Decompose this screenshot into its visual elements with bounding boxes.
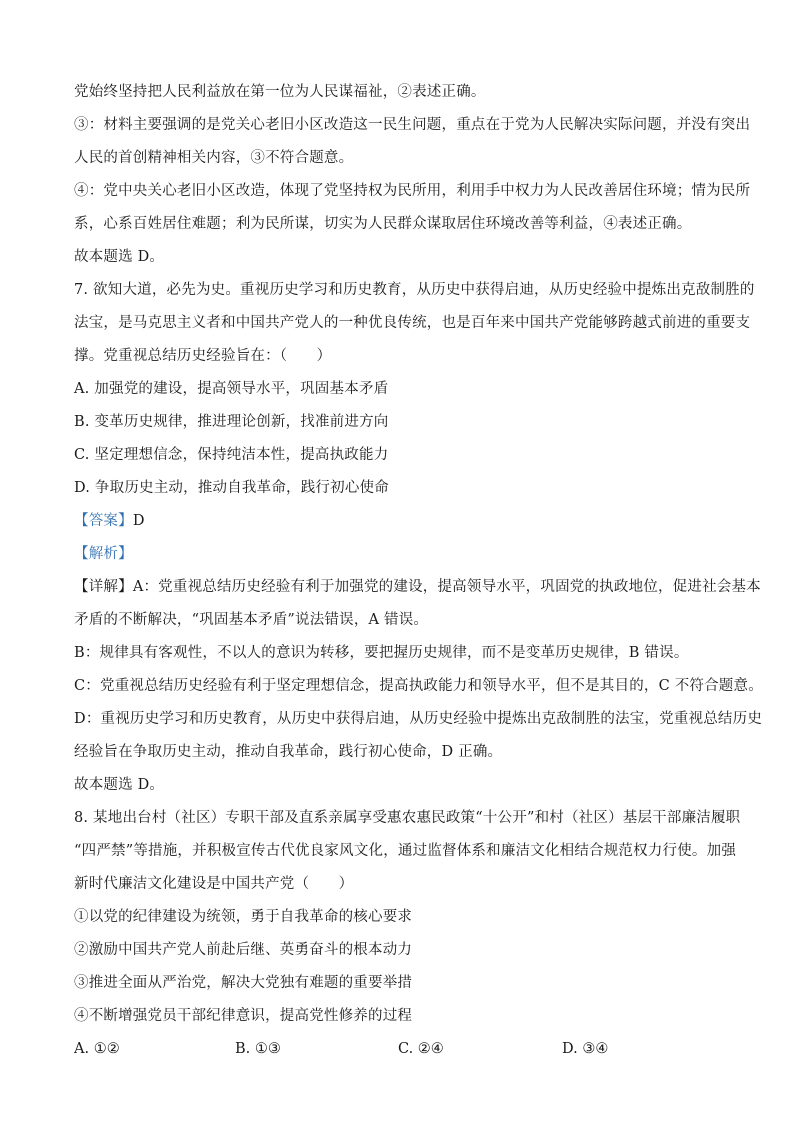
q8-item-4: ④不断增强党员干部纪律意识，提高党性修养的过程 [74,1008,413,1024]
q8-stem-line: 8. 某地出台村（社区）专职干部及直系亲属享受惠农惠民政策“十公开”和村（社区）基层干部廉洁履职 [74,810,741,826]
prev-answer-line: 系，心系百姓居住难题；利为民所谋，切实为人民群众谋取居住环境改善等利益，④表述正确。 [74,216,692,232]
q8-stem-line: “四严禁”等措施，并积极宣传古代优良家风文化，通过监督体系和廉洁文化相结合规范权力行使。加强 [74,843,737,859]
q8-item-3: ③推进全面从严治党，解决大党独有难题的重要举措 [74,975,413,991]
q7-detail-line: B：规律具有客观性，不以人的意识为转移，要把握历史规律，而不是变革历史规律，B 错误。 [74,645,689,661]
q7-answer [74,511,734,531]
prev-answer-line: 党始终坚持把人民利益放在第一位为人民谋福祉，②表述正确。 [74,84,486,100]
q7-option-a: A. 加强党的建设，提高领导水平，巩固基本矛盾 [74,381,389,397]
prev-answer-conclusion: 故本题选 D。 [74,249,165,265]
q7-detail-line: D：重视历史学习和历史教育，从历史中获得启迪，从历史经验中提炼出克敌制胜的法宝，党重视总结历史 [74,711,763,727]
q8-choice-d: D. ③④ [562,1041,609,1057]
q7-stem-line: 7. 欲知大道，必先为史。重视历史学习和历史教育，从历史中获得启迪，从历史经验中提炼出克敌制胜的 [74,282,755,298]
q7-detail-line: 经验旨在争取历史主动，推动自我革命，践行初心使命，D 正确。 [74,744,503,760]
q8-item-1: ①以党的纪律建设为统领，勇于自我革命的核心要求 [74,909,413,925]
q7-detail-line: 矛盾的不断解决，“巩固基本矛盾”说法错误，A 错误。 [74,612,429,628]
q7-stem-line: 法宝，是马克思主义者和中国共产党人的一种优良传统，也是百年来中国共产党能够跨越式前进的重要支 [74,315,751,331]
prev-answer-line: ④：党中央关心老旧小区改造，体现了党坚持权为民所用，利用手中权力为人民改善居住环境；情为民所 [74,183,751,199]
analysis-tag: 【解析】 [74,546,133,562]
answer-tag: 【答案】 [74,513,133,529]
answer-value: D [132,513,145,529]
q7-option-b: B. 变革历史规律，推进理论创新，找准前进方向 [74,414,389,430]
q7-option-c: C. 坚定理想信念，保持纯洁本性，提高执政能力 [74,447,389,463]
q8-choice-c: C. ②④ [398,1041,444,1057]
q7-detail-line [74,577,761,597]
q7-option-d: D. 争取历史主动，推动自我革命，践行初心使命 [74,480,389,496]
q7-detail-line: C：党重视总结历史经验有利于坚定理想信念，提高执政能力和领导水平，但不是其目的，C 不符合题意。 [74,678,763,694]
detail-text: A：党重视总结历史经验有利于加强党的建设，提高领导水平，巩固党的执政地位，促进社会基本 [132,579,761,595]
prev-answer-line: ③：材料主要强调的是党关心老旧小区改造这一民生问题，重点在于党为人民解决实际问题，并没有突出 [74,117,751,133]
detail-tag: 【详解】 [74,579,133,595]
q8-choice-a: A. ①② [74,1041,120,1057]
prev-answer-line: 人民的首创精神相关内容，③不符合题意。 [74,150,354,166]
q8-item-2: ②激励中国共产党人前赴后继、英勇奋斗的根本动力 [74,942,413,958]
q7-stem-line: 撑。党重视总结历史经验旨在：（ ） [74,348,332,364]
q8-choice-b: B. ①③ [235,1041,281,1057]
q7-conclusion: 故本题选 D。 [74,777,165,793]
q8-stem-line: 新时代廉洁文化建设是中国共产党（ ） [74,876,354,892]
